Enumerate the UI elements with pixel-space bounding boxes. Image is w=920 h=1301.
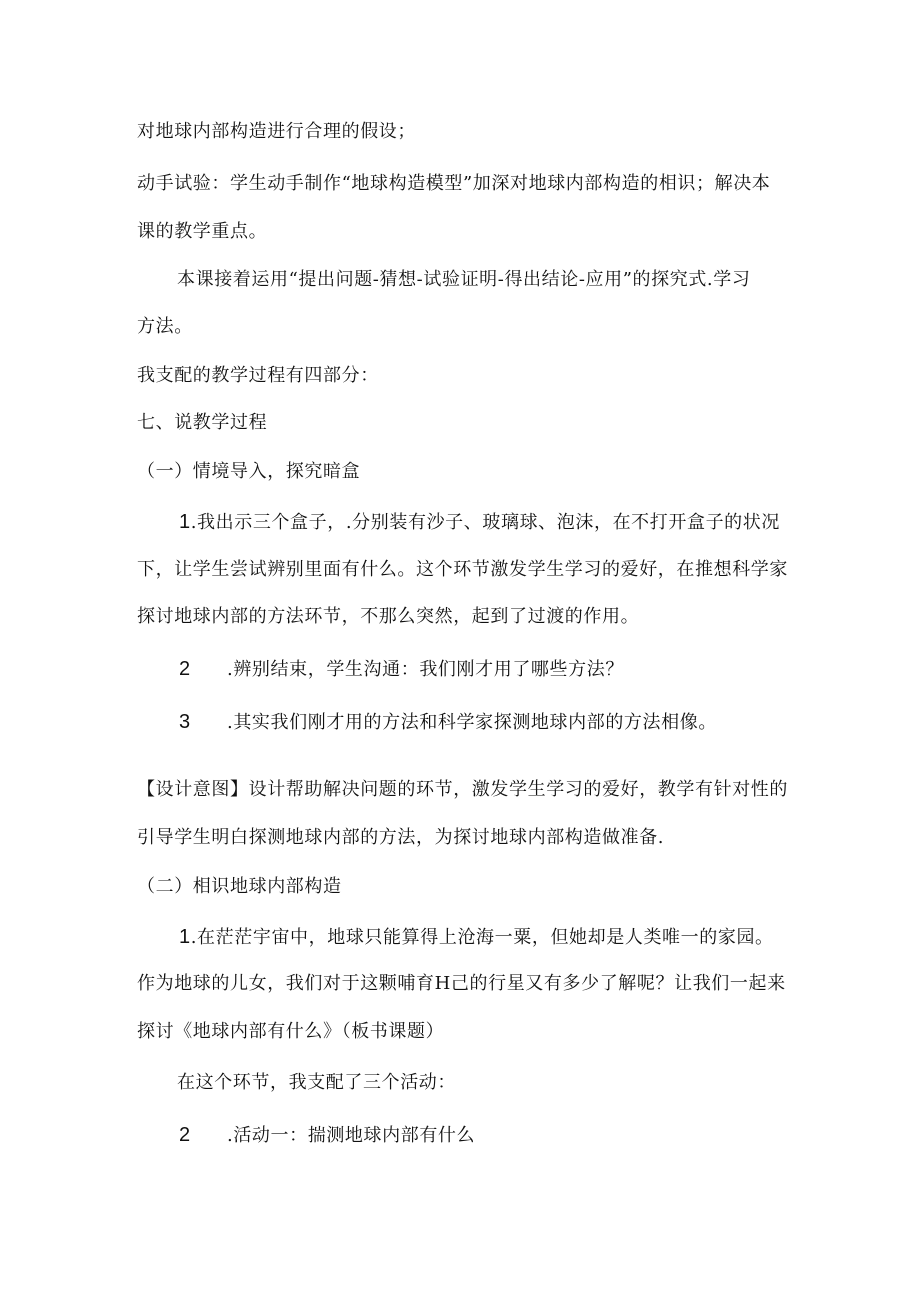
paragraph-line-activities <box>177 1071 456 1095</box>
paragraph-line-continue-2 <box>137 605 639 629</box>
list-number: 3 <box>179 711 191 733</box>
paragraph-line-key-point <box>137 220 267 244</box>
list-number: 1 <box>179 511 191 533</box>
paragraph-line-inquiry-method <box>177 268 750 292</box>
list-item-3 <box>179 710 717 735</box>
heading-text: （二）相识地球内部构造 <box>137 876 342 897</box>
line-text: 探讨地球内部的方法环节，不那么突然，起到了过渡的作用。 <box>137 606 640 627</box>
line-text: 动手试验：学生动手制作“地球构造模型”加深对地球内部构造的相识；解决本 <box>137 173 771 194</box>
line-text: 方法。 <box>137 316 193 337</box>
paragraph-line-children <box>137 972 786 996</box>
section-heading-teaching-process <box>137 411 267 435</box>
paragraph-line-lesson-title <box>137 1020 444 1044</box>
line-text: 本课接着运用“提出问题-猜想-试验证明-得出结论-应用”的探究式.学习 <box>177 269 751 290</box>
list-item-1 <box>179 510 780 535</box>
design-intent-line-2 <box>137 826 664 850</box>
paragraph-line-hypothesis <box>137 120 416 144</box>
list-number: 2 <box>179 1124 191 1146</box>
paragraph-line-four-parts <box>137 364 379 388</box>
list-item-2 <box>179 657 624 682</box>
list-item-activity-1 <box>179 1123 475 1148</box>
line-text: 下，让学生尝试辨别里面有什么。这个环节激发学生学习的爱好，在推想科学家 <box>137 559 788 580</box>
paragraph-line-experiment <box>137 172 770 196</box>
line-text: 引导学生明白探测地球内部的方法，为探讨地球内部构造做准备. <box>137 827 665 848</box>
line-text: 在这个环节，我支配了三个活动： <box>177 1072 456 1093</box>
list-item-text: .我出示三个盒子，.分别装有沙子、玻璃球、泡沫，在不打开盒子的状况 <box>190 512 780 533</box>
line-text: 课的教学重点。 <box>137 221 268 242</box>
list-item-text: .辨别结束，学生沟通：我们刚才用了哪些方法？ <box>227 659 624 680</box>
line-text: 我支配的教学过程有四部分： <box>137 365 379 386</box>
line-text: 【设计意图】设计帮助解决问题的环节，激发学生学习的爱好，教学有针对性的 <box>137 779 788 800</box>
line-text: 作为地球的儿女，我们对于这颗哺育H己的行星又有多少了解呢？让我们一起来 <box>137 973 786 994</box>
line-text: 对地球内部构造进行合理的假设； <box>137 121 416 142</box>
subsection-heading-2 <box>137 875 342 899</box>
subsection-heading-1 <box>137 460 360 484</box>
design-intent-line-1 <box>137 778 788 802</box>
heading-text: 七、说教学过程 <box>137 412 268 433</box>
list-number: 2 <box>179 658 191 680</box>
list-item-text: .活动一：揣测地球内部有什么 <box>227 1125 476 1146</box>
heading-text: （一）情境导入，探究暗盒 <box>137 461 361 482</box>
line-text: 探讨《地球内部有什么》（板书课题） <box>137 1021 445 1042</box>
list-item-universe <box>179 925 774 950</box>
paragraph-line-method <box>137 315 193 339</box>
paragraph-line-continue-1 <box>137 558 788 582</box>
list-item-text: .其实我们刚才用的方法和科学家探测地球内部的方法相像。 <box>227 712 717 733</box>
list-number: 1 <box>179 926 191 948</box>
list-item-text: .在茫茫宇宙中，地球只能算得上沧海一粟，但她却是人类唯一的家园。 <box>190 927 774 948</box>
